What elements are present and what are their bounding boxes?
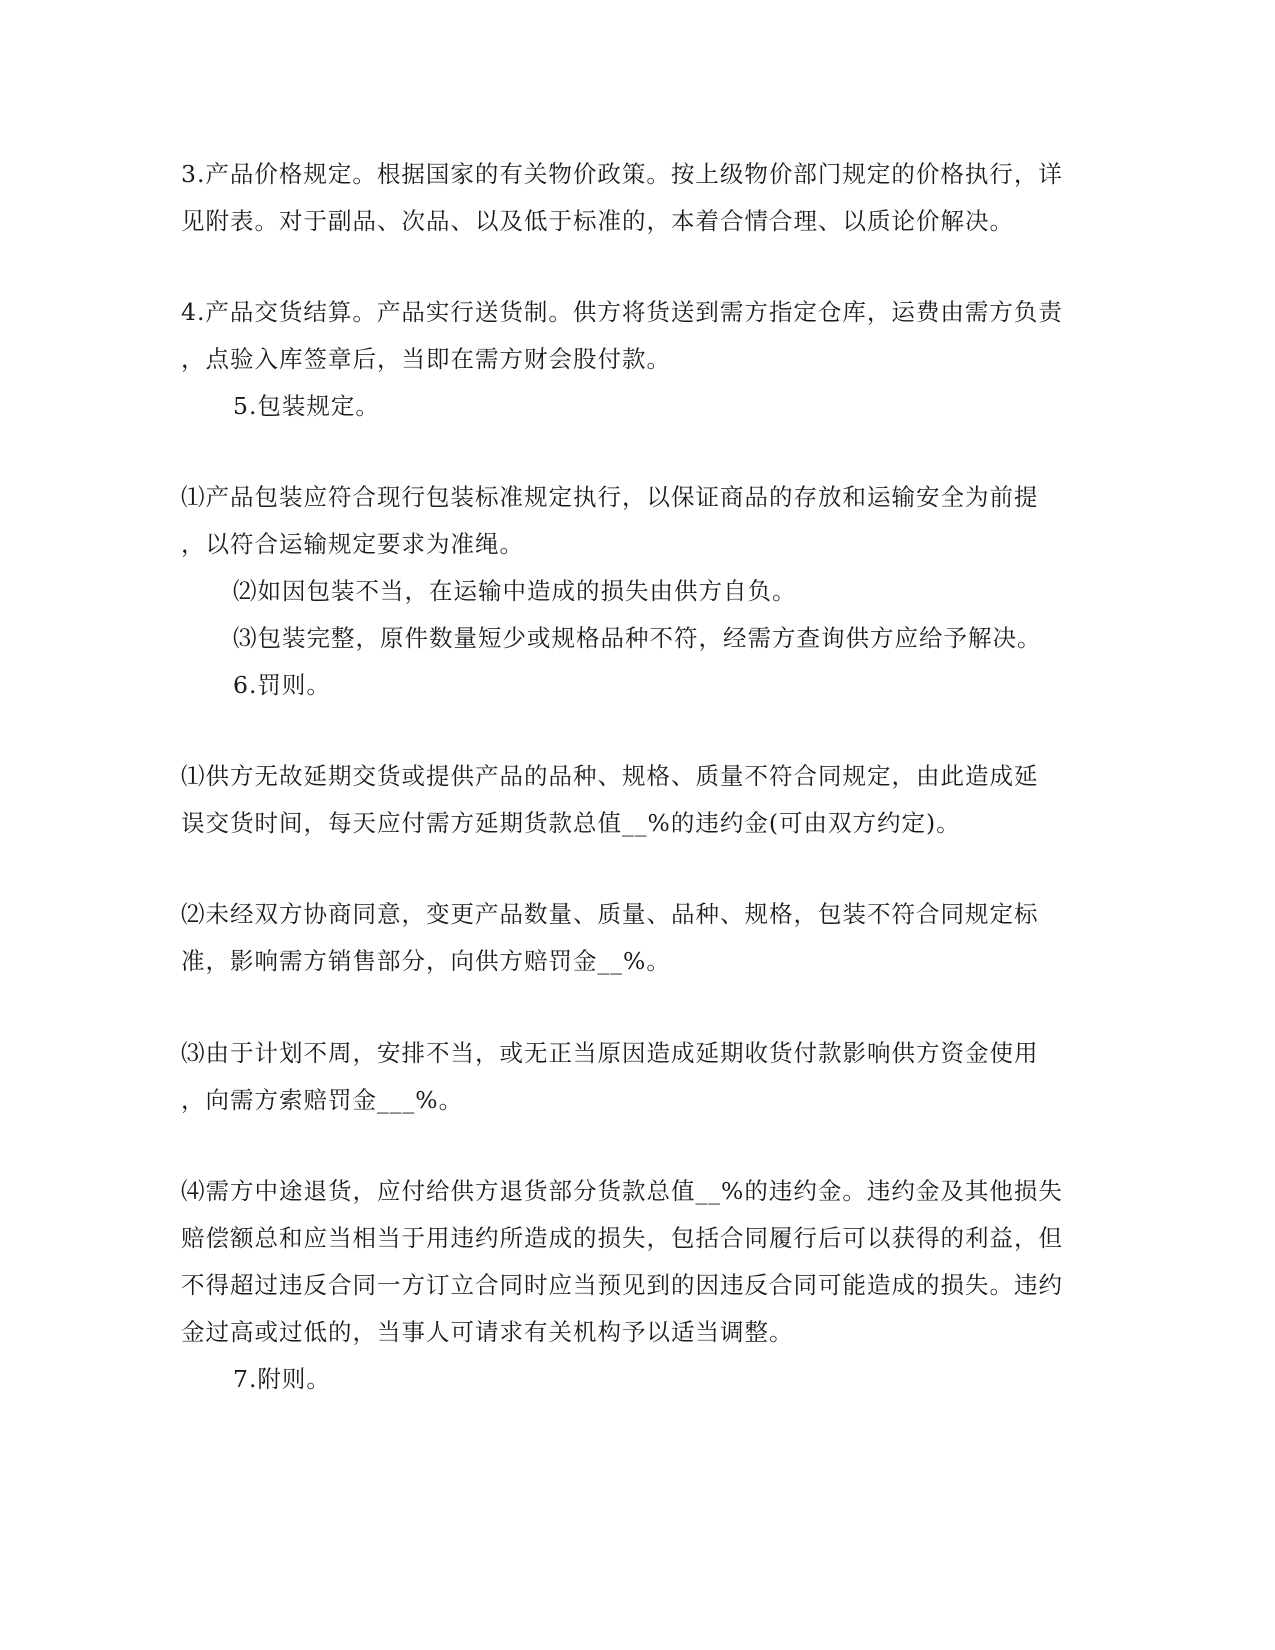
clause-4-line-1: 4.产品交货结算。产品实行送货制。供方将货送到需方指定仓库，运费由需方负责 <box>181 298 1063 326</box>
clause-6-4-line-1: ⑷需方中途退货，应付给供方退货部分货款总值__%的违约金。违约金及其他损失 <box>181 1177 1063 1205</box>
clause-3-line-2: 见附表。对于副品、次品、以及低于标准的，本着合情合理、以质论价解决。 <box>181 207 1014 235</box>
clause-6-1-line-2: 误交货时间，每天应付需方延期货款总值__%的违约金(可由双方约定)。 <box>181 809 961 837</box>
clause-6-4-line-4: 金过高或过低的，当事人可请求有关机构予以适当调整。 <box>181 1318 794 1346</box>
clause-6-4-line-3: 不得超过违反合同一方订立合同时应当预见到的因违反合同可能造成的损失。违约 <box>181 1271 1063 1299</box>
clause-5-heading: 5.包装规定。 <box>233 392 380 420</box>
clause-3-line-1: 3.产品价格规定。根据国家的有关物价政策。按上级物价部门规定的价格执行，详 <box>181 160 1063 188</box>
clause-6-2-line-2: 准，影响需方销售部分，向供方赔罚金__%。 <box>181 947 671 975</box>
clause-6-heading: 6.罚则。 <box>233 671 331 699</box>
clause-5-1-line-1: ⑴产品包装应符合现行包装标准规定执行，以保证商品的存放和运输安全为前提 <box>181 483 1039 511</box>
clause-6-4-line-2: 赔偿额总和应当相当于用违约所造成的损失，包括合同履行后可以获得的利益，但 <box>181 1224 1063 1252</box>
clause-6-2-line-1: ⑵未经双方协商同意，变更产品数量、质量、品种、规格，包装不符合同规定标 <box>181 900 1039 928</box>
clause-6-3-line-2: ，向需方索赔罚金___%。 <box>181 1086 464 1114</box>
clause-5-2: ⑵如因包装不当，在运输中造成的损失由供方自负。 <box>233 577 797 605</box>
clause-5-1-line-2: ，以符合运输规定要求为准绳。 <box>181 530 524 558</box>
clause-6-3-line-1: ⑶由于计划不周，安排不当，或无正当原因造成延期收货付款影响供方资金使用 <box>181 1039 1039 1067</box>
clause-5-3: ⑶包装完整，原件数量短少或规格品种不符，经需方查询供方应给予解决。 <box>233 624 1042 652</box>
clause-7-heading: 7.附则。 <box>233 1365 331 1393</box>
clause-6-1-line-1: ⑴供方无故延期交货或提供产品的品种、规格、质量不符合同规定，由此造成延 <box>181 762 1039 790</box>
clause-4-line-2: ，点验入库签章后，当即在需方财会股付款。 <box>181 345 671 373</box>
